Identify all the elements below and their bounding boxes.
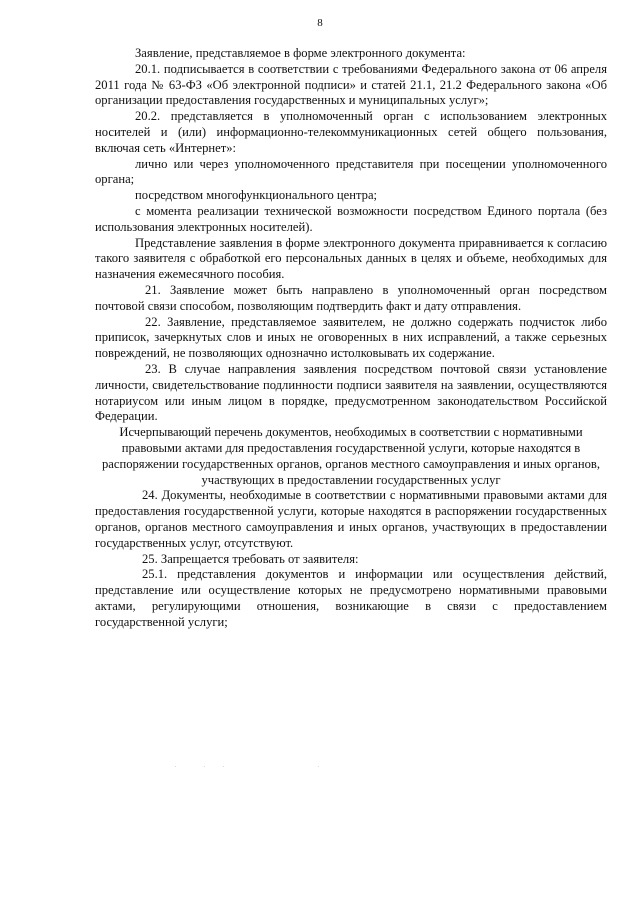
paragraph-consent: Представление заявления в форме электронного документа приравнивается к согласию такого заявителя с обработкой его персональных данных в целях и объеме, необходимых для назначения ежемесячного пособия. <box>95 235 607 282</box>
scan-artifact-marks: . . . . <box>175 763 327 769</box>
section-heading: Исчерпывающий перечень документов, необходимых в соответствии с нормативными правовыми актами для предоставления государственной услуги, которые находятся в распоряжении государственных органов, органов местного самоуправления и иных органов, участвующих в предоставлении государственных услуг <box>102 425 600 487</box>
document-body <box>95 46 607 630</box>
paragraph-25-1: 25.1. представления документов и информации или осуществления действий, представление или осуществление которых не предусмотрено нормативными правовыми актами, регулирующими отношения, возникающие в связи с предоставлением государственной услуги; <box>95 567 607 629</box>
page-number: 8 <box>317 17 323 29</box>
paragraph-25: 25. Запрещается требовать от заявителя: <box>142 551 359 566</box>
paragraph-23: 23. В случае направления заявления посредством почтовой связи установление личности, свидетельствование подлинности подписи заявителя на заявлении, осуществляются нотариусом или иным лицом в порядке, предусмотренном законодательством Российской Федерации. <box>95 361 607 424</box>
paragraph-22: 22. Заявление, представляемое заявителем, не должно содержать подчисток либо приписок, зачеркнутых слов и иных не оговоренных в них исправлений, а также серьезных повреждений, не позволяющих однозначно истолковывать их содержание. <box>95 314 607 361</box>
paragraph-21: 21. Заявление может быть направлено в уполномоченный орган посредством почтовой связи способом, позволяющим подтвердить факт и дату отправления. <box>95 282 607 313</box>
paragraph-20-2: 20.2. представляется в уполномоченный орган с использованием электронных носителей и (или) информационно-телекоммуникационных сетей общего пользования, включая сеть «Интернет»: <box>95 109 607 155</box>
paragraph-24: 24. Документы, необходимые в соответствии с нормативными правовыми актами для предоставления государственной услуги, которые находятся в распоряжении государственных органов, органов местного самоуправления и иных органов, участвующих в предоставлении государственных услуг, отсутствуют. <box>95 488 607 550</box>
paragraph-mfc: посредством многофункционального центра; <box>135 188 378 203</box>
paragraph-20-1: 20.1. подписывается в соответствии с требованиями Федерального закона от 06 апреля 2011 года № 63-ФЗ «Об электронной подписи» и статей 21.1, 21.2 Федерального закона «Об организации предоставления государственных и муниципальных услуг»; <box>95 61 607 108</box>
paragraph-in-person: лично или через уполномоченного представителя при посещении уполномоченного органа; <box>95 156 607 187</box>
paragraph-electronic-document: Заявление, представляемое в форме электронного документа: <box>135 46 466 60</box>
paragraph-portal: с момента реализации технической возможности посредством Единого портала (без использования электронных носителей). <box>95 203 607 234</box>
